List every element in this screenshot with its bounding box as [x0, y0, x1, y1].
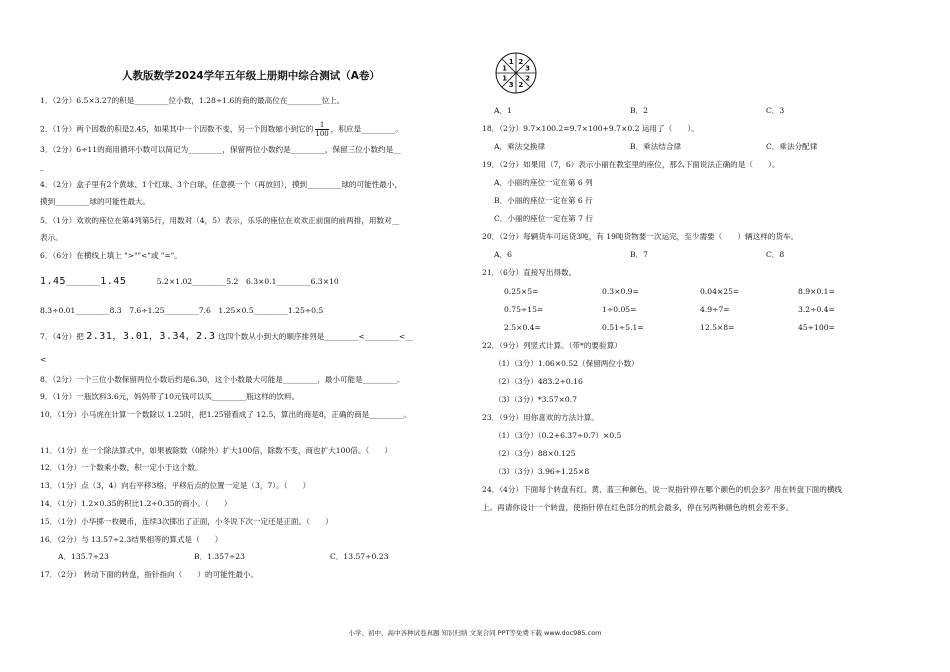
question-6-row2: 8.3÷0.01_________8.3 7.6÷1.25_________7.6 1.25×0.5_________1.25÷0.5 — [40, 306, 324, 315]
question-22: 22．（9分）列竖式计算。（带*的要验算） — [482, 341, 622, 350]
question-15: 15．（1分）小华掷一枚硬币，连续3次掷出了正面，小冬说下次一定还是正面。（ ） — [40, 517, 333, 526]
spinner-sector-label: 2 — [525, 74, 530, 83]
spinner-sector-label: 3 — [508, 81, 514, 89]
fraction: $\frac{1}{100}$ — [315, 121, 329, 138]
spinner-wheel — [494, 51, 538, 95]
question-19-option-c: C．小丽的座位一定在第 7 行 — [494, 214, 593, 223]
question-21-row1: 0.25×5= 0.3×0.9= 0.04×25= 8.9×0.1= — [504, 287, 835, 296]
question-23-item-1: （1）（3分）（0.2+6.37÷0.7）×0.5 — [494, 431, 622, 440]
question-4: 4．（2分）盒子里有2个黄球、1个红球、3个白球，任意摸一个（再放回），摸到_________球的可能性最小， — [40, 180, 403, 189]
option-c: C．8 — [766, 250, 785, 259]
question-20-options — [482, 250, 784, 260]
question-19-option-a: A．小丽的座位一定在第 6 列 — [494, 178, 593, 187]
question-2: 2．（1分）两个因数的积是2.45，如果其中一个因数不变，另一个因数缩小到它的 $\frac{1}{100}$ ，积应是_________。 — [40, 121, 403, 138]
question-24-cont: 上。再请你设计一个转盘，使指针停在红色部分的机会最多，停在另两种颜色的机会差不多。 — [482, 503, 794, 512]
question-22-item-1: （1）（3分）1.06×0.52（保留两位小数） — [494, 359, 639, 368]
option-a: A．乘法交换律 — [494, 142, 546, 151]
question-21-row2: 0.75÷15= 1÷0.05= 4.9÷7= 3.2÷0.4= — [504, 305, 835, 314]
question-21-row3: 2.5×0.4= 0.51÷5.1= 12.5×8= 45÷100= — [504, 323, 835, 332]
option-b: B．2 — [630, 106, 649, 115]
spinner-sector-label: 2 — [518, 81, 524, 89]
question-3-cont: _ — [40, 162, 44, 171]
question-13: 13．（1分）点（3，4）向右平移3格，平移后点的位置一定是（3，7）。（ ） — [40, 481, 311, 490]
question-19: 19．（2分）如果用（7，6）表示小丽在教室里的座位，那么下面说法正确的是（ ）。 — [482, 160, 780, 169]
question-3: 3．（2分）6÷11的商用循环小数可以简记为_________，保留两位小数约是_________，保留三位小数约是__ — [40, 145, 401, 154]
spinner-sector-label: 1 — [502, 74, 507, 83]
page-title: 人教版数学2024学年五年级上册期中综合测试（A卷） — [122, 70, 380, 82]
spinner-sector-label: 2 — [518, 58, 524, 66]
question-8: 8．（2分）一个三位小数保留两位小数后约是6.30，这个小数最大可能是_________，最小可能是_________。 — [40, 375, 405, 384]
option-a: A．135.7÷23 — [58, 552, 109, 561]
question-7-cont: < — [40, 355, 47, 364]
question-5: 5．（1分）欢欢的座位在第4列第5行，用数对（4，5）表示，乐乐的座位在欢欢正前面的前两排，用数对__ — [40, 216, 400, 225]
question-23-item-2: （2）（3分）88×0.125 — [494, 449, 576, 458]
option-b: B．乘法结合律 — [630, 142, 682, 151]
question-4-cont: 摸到_________球的可能性最大。 — [40, 197, 151, 206]
question-16: 16．（2分）与 13.57÷2.3结果相等的算式是（ ） — [40, 535, 223, 544]
option-c: C．3 — [766, 106, 785, 115]
question-20: 20．（2分）每辆货车可运货3吨，有 19吨货物要一次运完，至少需要（ ）辆这样的货车。 — [482, 232, 799, 241]
question-21: 21．（6分）直接写出得数。 — [482, 268, 577, 277]
question-22-item-2: （2）（3分）483.2÷0.16 — [494, 377, 583, 386]
spinner-sector-label: 1 — [502, 64, 507, 73]
option-a: A．1 — [494, 106, 512, 115]
option-a: A．6 — [494, 250, 512, 259]
question-9: 9．（1分）一瓶饮料3.6元，妈妈带了10元钱可以买_________瓶这样的饮料。 — [40, 392, 300, 401]
page-footer: 小学、初中、高中各种试卷真题 知识归纳 文案合同 PPT等免费下载 www.doc985.com — [348, 629, 602, 637]
question-10: 10．（1分）小马虎在计算一个数除以 1.25时，把1.25错看成了 12.5，算出的商是8，正确的商是_________。 — [40, 410, 412, 419]
spinner-sector-label: 1 — [508, 58, 514, 66]
question-22-item-3: （3）（3分）*3.57×0.7 — [494, 395, 577, 404]
question-1: 1．（2分）6.5×3.27的积是_________位小数，1.28÷1.6的商的最高位在_________位上。 — [40, 96, 345, 105]
question-6: 6．（6分）在横线上填上 ">""<"或 "="。 — [40, 251, 182, 260]
question-19-option-b: B．小丽的座位一定在第 6 行 — [494, 196, 593, 205]
option-b: B．7 — [630, 250, 649, 259]
question-7: 7．（4分）把 2.31，3.01，3.34，2.3 这四个数从小到大的顺序排列是_________<_________<__ — [40, 331, 413, 342]
option-c: C．乘法分配律 — [766, 142, 818, 151]
question-17-options — [482, 106, 784, 116]
option-c: C．13.57÷0.23 — [330, 552, 389, 561]
question-6-row1: 1.45_________1.45 5.2×1.02_________5.2 6.3×0.1_________6.3×10 — [40, 276, 339, 287]
option-b: B．1.357÷23 — [194, 552, 245, 561]
question-16-options — [40, 552, 388, 562]
question-24: 24．（4分）下面每个转盘有红、黄、蓝三种颜色，说一说指针停在哪个颜色的机会多？用在转盘下面的横线 — [482, 485, 843, 494]
question-5-cont: 表示。 — [40, 233, 63, 242]
question-18-options — [482, 142, 817, 152]
question-23-item-3: （3）（3分）3.96÷1.25×8 — [494, 467, 590, 476]
question-23: 23．（9分）用你喜欢的方法计算。 — [482, 413, 600, 422]
spinner-sector-label: 3 — [525, 64, 530, 73]
question-18: 18．（2分）9.7×100.2=9.7×100+9.7×0.2 运用了（ ）。 — [482, 124, 699, 133]
question-11: 11．（1分）在一个除法算式中，如果被除数（0除外）扩大100倍，除数不变，商也扩大100倍。（ ） — [40, 446, 393, 455]
question-14: 14．（1分）1.2×0.35的积比1.2÷0.35的商小。（ ） — [40, 499, 232, 508]
question-17: 17．（2分） 转动下面的转盘，指针指向（ ）的可能性最小。 — [40, 570, 259, 579]
question-12: 12．（1分）一个数乘小数，积一定小于这个数。 — [40, 463, 203, 472]
